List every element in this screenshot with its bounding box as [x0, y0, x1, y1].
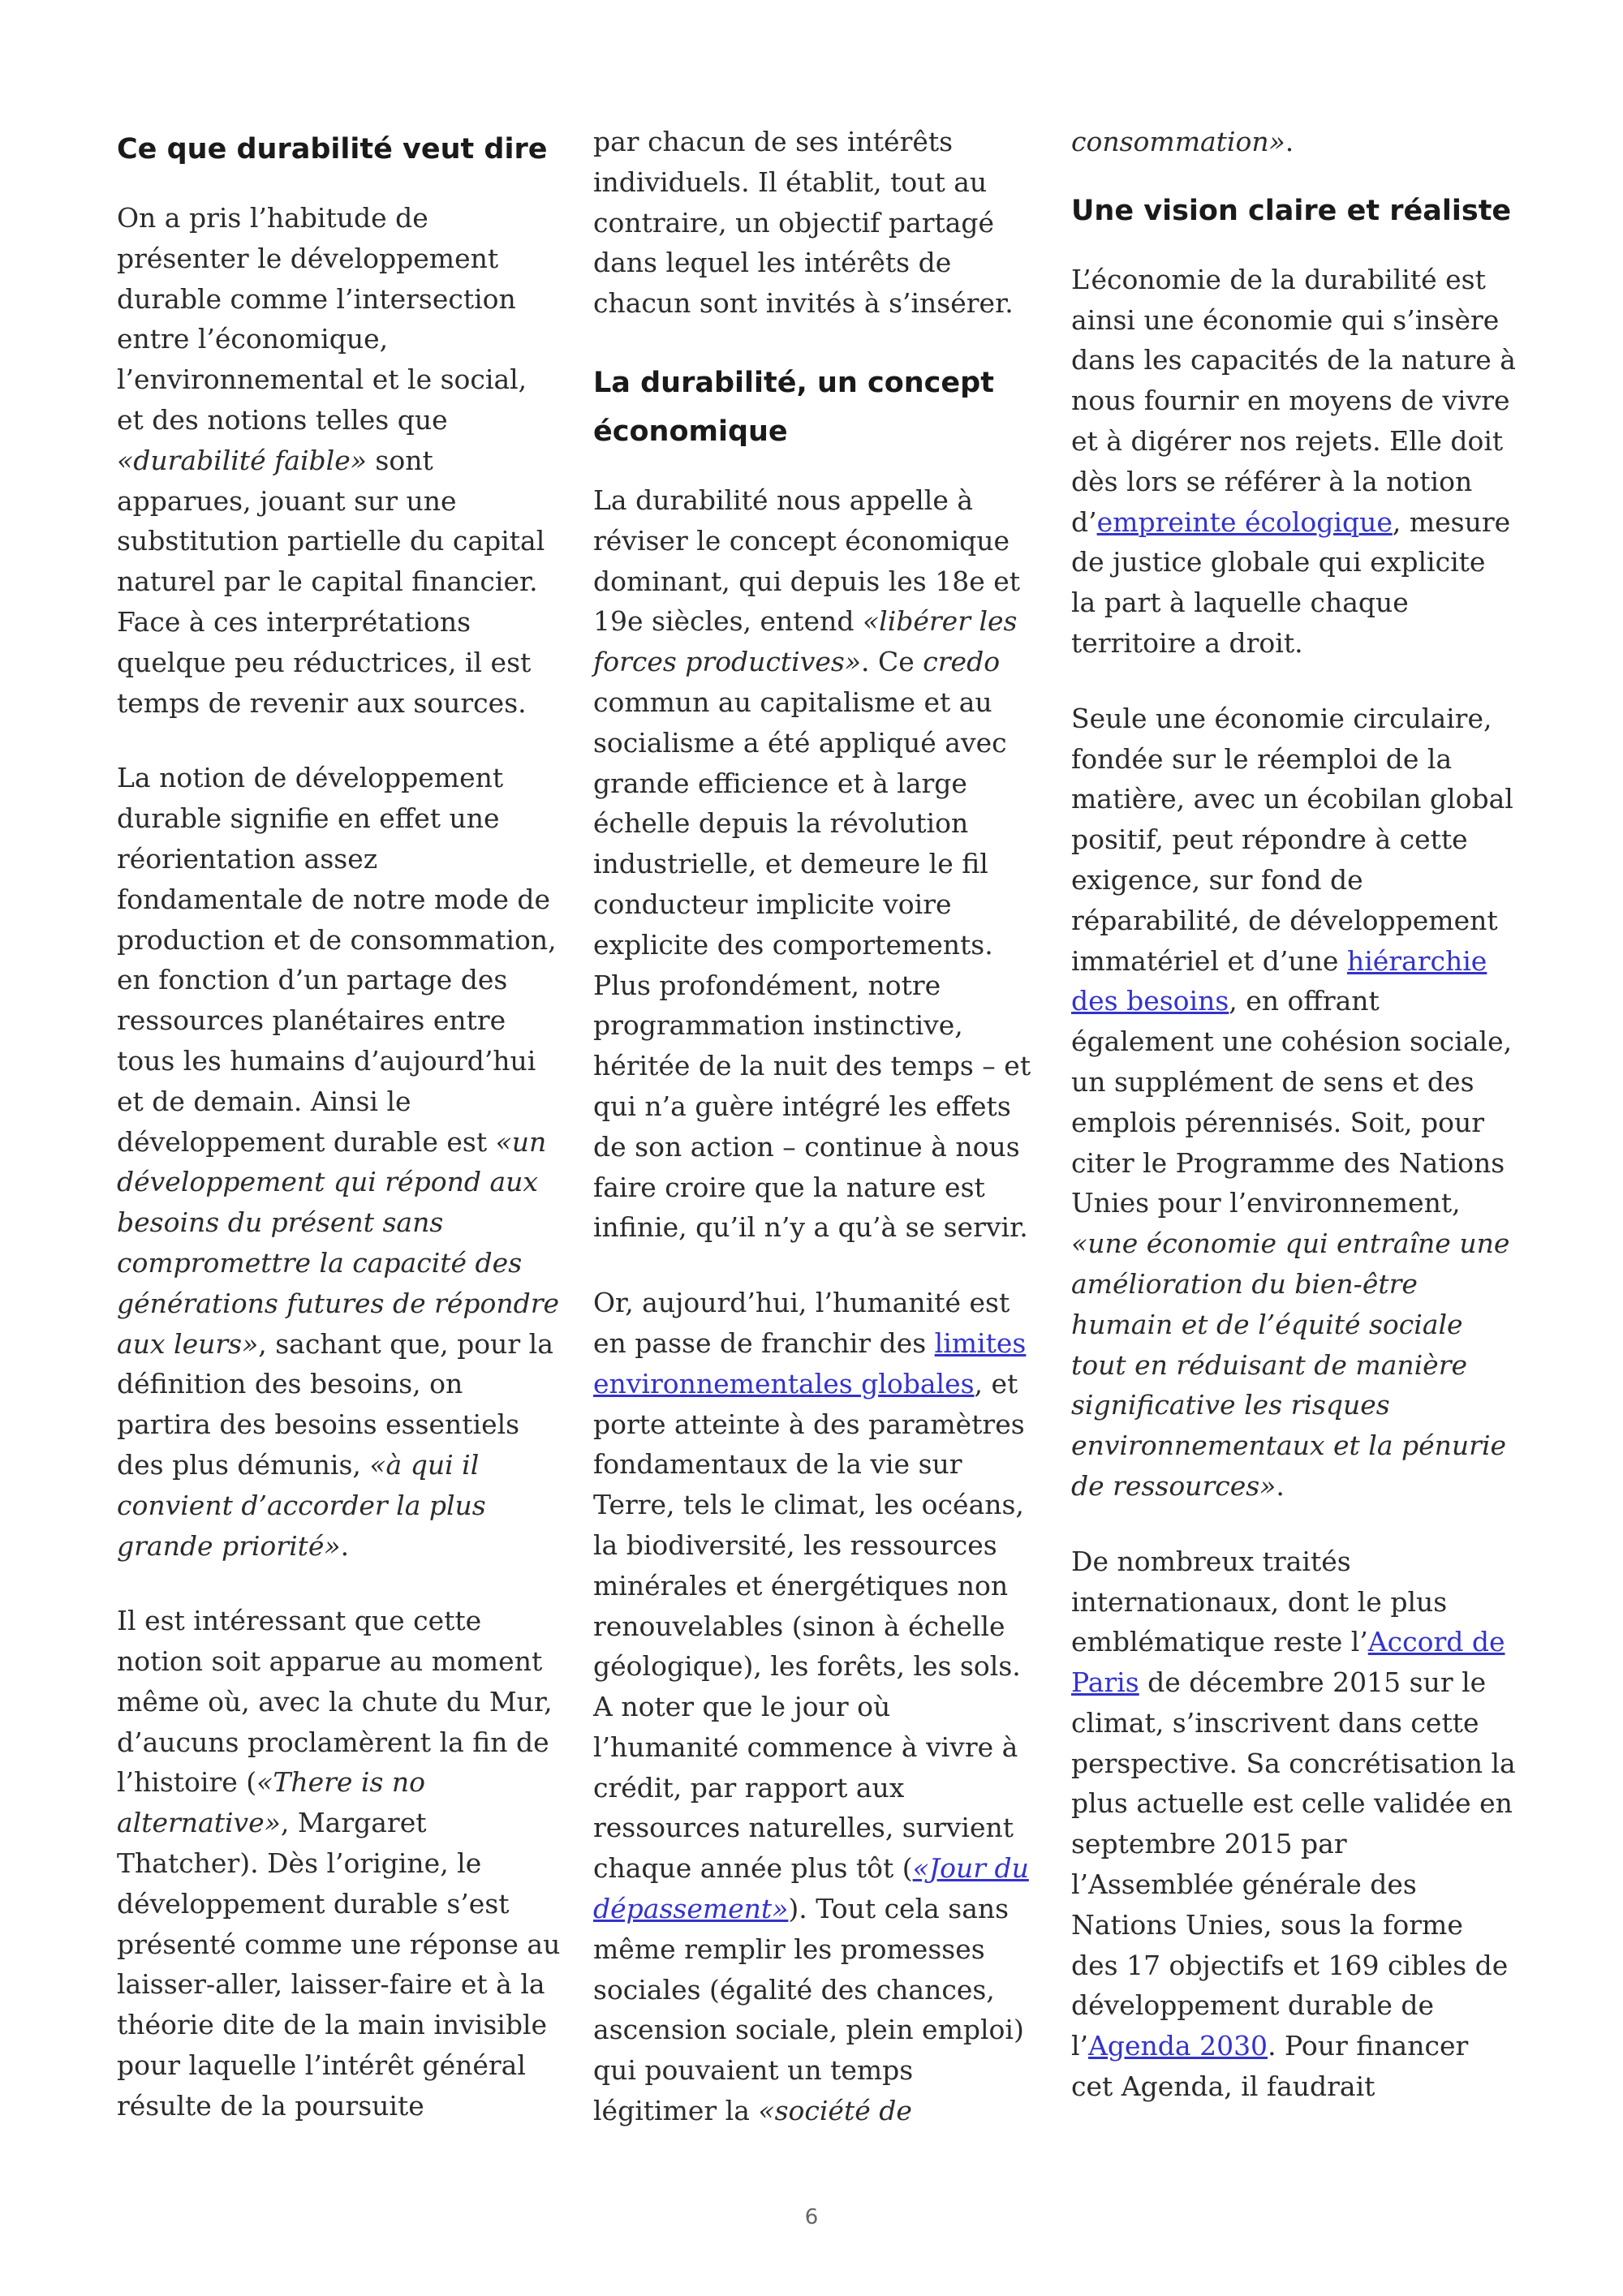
paragraph	[1071, 260, 1516, 664]
paragraph	[593, 480, 1038, 1248]
text-run: .	[1285, 126, 1294, 157]
quote: «durabilité faible»	[117, 444, 367, 476]
text-run: de décembre 2015 sur le climat, s’inscrivent dans cette perspective. Sa concrétisation la plus actuelle est celle validée en septembre 2015 par l’Assemblée générale des Nations Unies, sous la forme des 17 objectifs et 169 cibles de développement durable de l’	[1071, 1666, 1516, 2062]
paragraph	[1071, 122, 1516, 162]
paragraph: par chacun de ses intérêts individuels. Il établit, tout au contraire, un objectif partagé dans lequel les intérêts de chacun sont invités à s’insérer.	[593, 126, 1014, 320]
link-hierarchie-des-besoins[interactable]: hiérarchie des besoins	[1071, 944, 1487, 1017]
quote: «There is no alternative»	[117, 1766, 426, 1839]
text-run: , et porte atteinte à des paramètres fondamentaux de la vie sur Terre, tels le climat, les océans, la biodiversité, les ressources minérales et énergétiques non renouvelables (sinon à échelle géologique), les forêts, les sols. A noter que le jour où l’humanité commence à vivre à crédit, par rapport aux ressources naturelles, survient chaque année plus tôt (	[593, 1367, 1025, 1885]
paragraph	[117, 198, 562, 723]
text-run: , mesure de justice globale qui explicite la part à laquelle chaque territoire a droit.	[1071, 505, 1511, 659]
credo-emphasis: credo	[923, 646, 1001, 678]
text-run: De nombreux traités internationaux, dont le plus emblématique reste l’	[1071, 1545, 1448, 1658]
page-number: 6	[804, 2205, 819, 2229]
quote: «à qui il convient d’accorder la plus grande priorité»	[117, 1448, 486, 1562]
link-jour-du-depassement[interactable]: «Jour du dépassement»	[593, 1852, 1029, 1925]
quote: consommation»	[1071, 126, 1285, 157]
text-run: sont apparues, jouant sur une substitution partielle du capital naturel par le capital financier. Face à ces interprétations quelque peu réductrices, il est temps de revenir aux sources.	[117, 444, 545, 719]
section-heading-vision: Une vision claire et réaliste	[1071, 194, 1512, 227]
text-run: , Margaret Thatcher). Dès l’origine, le développement durable s’est présenté comme une réponse au laisser-aller, laisser-faire et à la théorie dite de la main invisible pour laquelle l’intérêt général résulte de la poursuite	[117, 1807, 561, 2122]
text-run: commun au capitalisme et au socialisme a été appliqué avec grande efficience et à large échelle depuis la révolution industrielle, et demeure le fil conducteur implicite voire explicite des comportements. Plus profondément, notre programmation instinctive, héritée de la nuit des temps – et qui n’a guère intégré les effets de son action – continue à nous faire croire que la nature est infinie, qu’il n’y a qu’à se servir.	[593, 686, 1031, 1244]
text-run: Seule une économie circulaire, fondée sur le réemploi de la matière, avec un écobilan global positif, peut répondre à cette exigence, sur fond de réparabilité, de développement immatériel et d’une	[1071, 702, 1513, 977]
quote: «une économie qui entraîne une amélioration du bien-être humain et de l’équité sociale tout en réduisant de manière significative les risques environnementaux et la pénurie de ressources»	[1071, 1228, 1510, 1502]
section-heading-durabilite: Ce que durabilité veut dire	[117, 133, 548, 166]
quote: «libérer les forces productives»	[593, 605, 1018, 678]
text-run: Or, aujourd’hui, l’humanité est en passe de franchir des	[593, 1287, 1010, 1359]
column-1	[117, 122, 562, 2161]
paragraph	[117, 1601, 562, 2126]
column-2	[593, 122, 1038, 2166]
paragraph	[117, 758, 562, 1566]
text-run: L’économie de la durabilité est ainsi une économie qui s’insère dans les capacités de la nature à nous fournir en moyens de vivre et à digérer nos rejets. Elle doit dès lors se référer à la notion d’	[1071, 263, 1516, 538]
text-run: On a pris l’habitude de présenter le développement durable comme l’intersection entre l’économique, l’environnemental et le social, et des notions telles que	[117, 202, 527, 436]
text-run: , sachant que, pour la définition des besoins, on partira des besoins essentiels des plus démunis,	[117, 1327, 553, 1481]
text-run: .	[1276, 1469, 1285, 1502]
quote: «un développement qui répond aux besoins du présent sans compromettre la capacité des générations futures de répondre aux leurs»	[117, 1125, 560, 1360]
text-run: , en offrant également une cohésion sociale, un supplément de sens et des emplois pérennisés. Soit, pour citer le Programme des Nations Unies pour l’environnement,	[1071, 985, 1513, 1219]
text-run: . Ce	[861, 646, 923, 678]
link-agenda-2030[interactable]: Agenda 2030	[1088, 2030, 1268, 2062]
paragraph	[1071, 1541, 1516, 2107]
link-limites-environnementales[interactable]: limites environnementales globales	[593, 1326, 1027, 1400]
text-run: Il est intéressant que cette notion soit apparue au moment même où, avec la chute du Mur, d’aucuns proclamèrent la fin de l’histoire (	[117, 1605, 553, 1799]
text-run: .	[340, 1529, 350, 1562]
paragraph	[1071, 699, 1516, 1507]
text-run: La notion de développement durable signifie en effet une réorientation assez fondamentale de notre mode de production et de consommation, en fonction d’un partage des ressources planétaires entre tous les humains d’aujourd’hui et de demain. Ainsi le développement durable est	[117, 762, 557, 1158]
text-run: La durabilité nous appelle à réviser le concept économique dominant, qui depuis les 18e et 19e siècles, entend	[593, 484, 1021, 638]
paragraph	[593, 1283, 1038, 2131]
section-heading-concept-economique: La durabilité, un concept économique	[593, 366, 994, 448]
link-accord-de-paris[interactable]: Accord de Paris	[1071, 1626, 1505, 1699]
link-empreinte-ecologique[interactable]: empreinte écologique	[1096, 505, 1393, 538]
text-run: ). Tout cela sans même remplir les promesses sociales (égalité des chances, ascension sociale, plein emploi) qui pouvaient un temps légitimer la	[593, 1893, 1024, 2127]
text-run: . Pour financer cet Agenda, il faudrait	[1071, 2030, 1469, 2103]
quote: «société de	[758, 2095, 912, 2127]
column-3	[1071, 122, 1516, 2142]
